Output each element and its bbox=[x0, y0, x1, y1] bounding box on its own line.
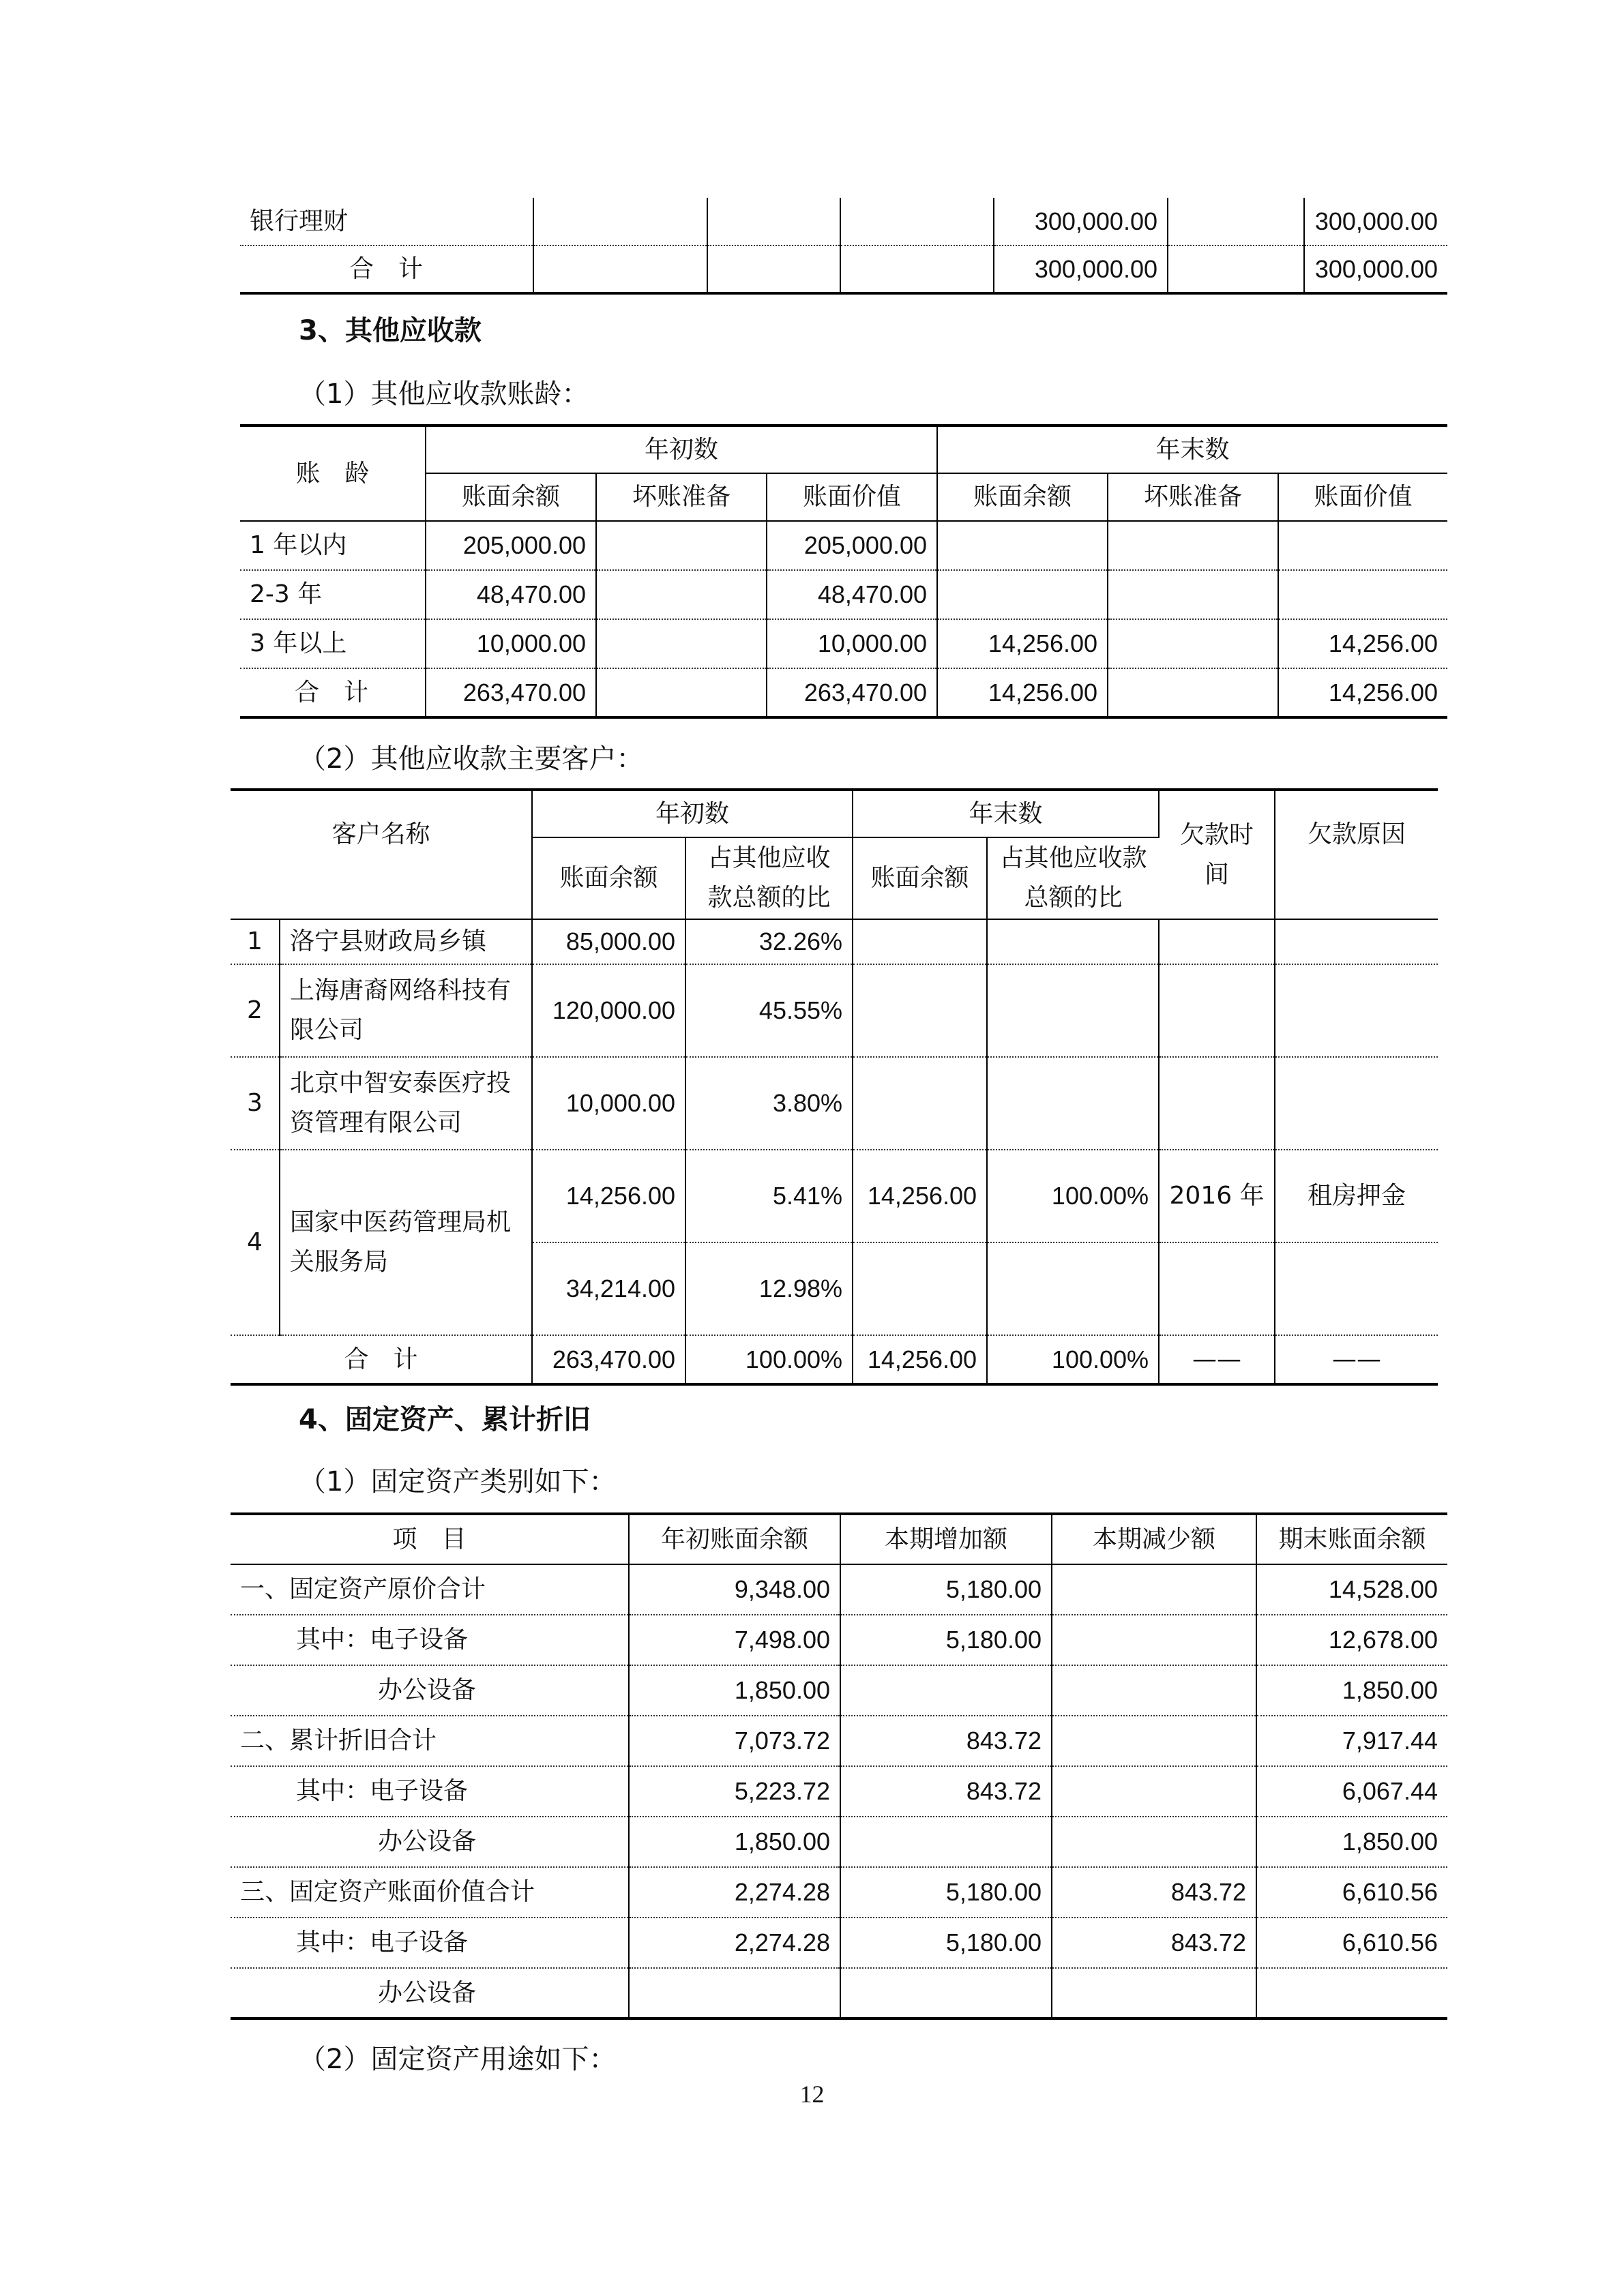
header-bad: 坏账准备 bbox=[596, 473, 767, 521]
cell-value: 300,000.00 bbox=[1304, 198, 1447, 245]
table-row: 其中：电子设备 2,274.28 5,180.00 843.72 6,610.56 bbox=[231, 1918, 1447, 1968]
section-title: 3、其他应收款 bbox=[299, 315, 482, 346]
table-row: 其中：电子设备 5,223.72 843.72 6,067.44 bbox=[231, 1766, 1447, 1817]
header-end: 期末账面余额 bbox=[1256, 1514, 1447, 1564]
header-customer-name: 客户名称 bbox=[231, 790, 532, 919]
header-begin: 年初数 bbox=[532, 790, 853, 837]
header-value: 账面价值 bbox=[1278, 473, 1447, 521]
section-title: 4、固定资产、累计折旧 bbox=[299, 1404, 591, 1435]
table-row bbox=[240, 198, 1447, 245]
header-book: 账面余额 bbox=[937, 473, 1108, 521]
subsection-title: （1）固定资产类别如下： bbox=[299, 1466, 617, 1497]
cell-label: 银行理财 bbox=[240, 198, 533, 245]
subsection-title: （1）其他应收款账龄： bbox=[299, 378, 589, 410]
table-row: 办公设备 1,850.00 1,850.00 bbox=[231, 1665, 1447, 1716]
table-row: 3 年以上 10,000.00 10,000.00 14,256.00 14,256.00 bbox=[240, 619, 1447, 668]
table-row: 2 上海唐裔网络科技有限公司 120,000.00 45.55% bbox=[231, 964, 1438, 1057]
cell-value: 300,000.00 bbox=[994, 245, 1168, 293]
table-row: 34,214.00 12.98% bbox=[231, 1242, 1438, 1335]
fixed-assets-table bbox=[231, 1512, 1447, 2020]
header-book: 账面余额 bbox=[426, 473, 596, 521]
table-row-total: 合 计 263,470.00 100.00% 14,256.00 100.00% —— —— bbox=[231, 1335, 1438, 1384]
header-ratio-end: 占其他应收款总额的比 bbox=[987, 837, 1159, 919]
header-end: 年末数 bbox=[853, 790, 1159, 837]
header-end: 年末数 bbox=[937, 426, 1447, 473]
table-row: 一、固定资产原价合计 9,348.00 5,180.00 14,528.00 bbox=[231, 1564, 1447, 1615]
aging-table bbox=[240, 424, 1447, 719]
header-reason: 欠款原因 bbox=[1275, 790, 1438, 919]
header-book: 账面余额 bbox=[532, 837, 685, 919]
subsection-title: （2）其他应收款主要客户： bbox=[299, 743, 644, 775]
table-row: 1 洛宁县财政局乡镇 85,000.00 32.26% bbox=[231, 919, 1438, 964]
subsection-title: （2）固定资产用途如下： bbox=[299, 2044, 617, 2075]
table-row: 办公设备 bbox=[231, 1968, 1447, 2018]
header-time: 欠款时间 bbox=[1159, 790, 1275, 919]
cell-label: 合 计 bbox=[240, 245, 533, 293]
header-ratio: 占其他应收款总额的比 bbox=[685, 837, 853, 919]
table-row: 2-3 年 48,470.00 48,470.00 bbox=[240, 570, 1447, 619]
header-item: 项 目 bbox=[231, 1514, 629, 1564]
header-sub: 本期减少额 bbox=[1052, 1514, 1256, 1564]
table-row: 办公设备 1,850.00 1,850.00 bbox=[231, 1817, 1447, 1867]
header-book-end: 账面余额 bbox=[853, 837, 987, 919]
table-row-total bbox=[240, 245, 1447, 293]
table-row: 1 年以内 205,000.00 205,000.00 bbox=[240, 521, 1447, 570]
table-row: 3 北京中智安泰医疗投资管理有限公司 10,000.00 3.80% bbox=[231, 1057, 1438, 1150]
table-row: 二、累计折旧合计 7,073.72 843.72 7,917.44 bbox=[231, 1716, 1447, 1766]
cell-value: 300,000.00 bbox=[1304, 245, 1447, 293]
header-age: 账 龄 bbox=[240, 426, 426, 521]
header-bad: 坏账准备 bbox=[1108, 473, 1278, 521]
table-row: 其中：电子设备 7,498.00 5,180.00 12,678.00 bbox=[231, 1615, 1447, 1665]
bank-wealth-table bbox=[240, 198, 1447, 295]
page-number: 12 bbox=[799, 2081, 825, 2108]
table-row: 三、固定资产账面价值合计 2,274.28 5,180.00 843.72 6,610.56 bbox=[231, 1867, 1447, 1918]
header-begin: 年初账面余额 bbox=[629, 1514, 840, 1564]
table-row: 4 国家中医药管理局机关服务局 14,256.00 5.41% 14,256.00 100.00% 2016 年 租房押金 bbox=[231, 1150, 1438, 1242]
cell-value: 300,000.00 bbox=[994, 198, 1168, 245]
header-begin: 年初数 bbox=[426, 426, 937, 473]
table-row-total: 合 计 263,470.00 263,470.00 14,256.00 14,256.00 bbox=[240, 668, 1447, 717]
header-add: 本期增加额 bbox=[840, 1514, 1052, 1564]
customers-table bbox=[231, 788, 1438, 1386]
header-value: 账面价值 bbox=[767, 473, 937, 521]
